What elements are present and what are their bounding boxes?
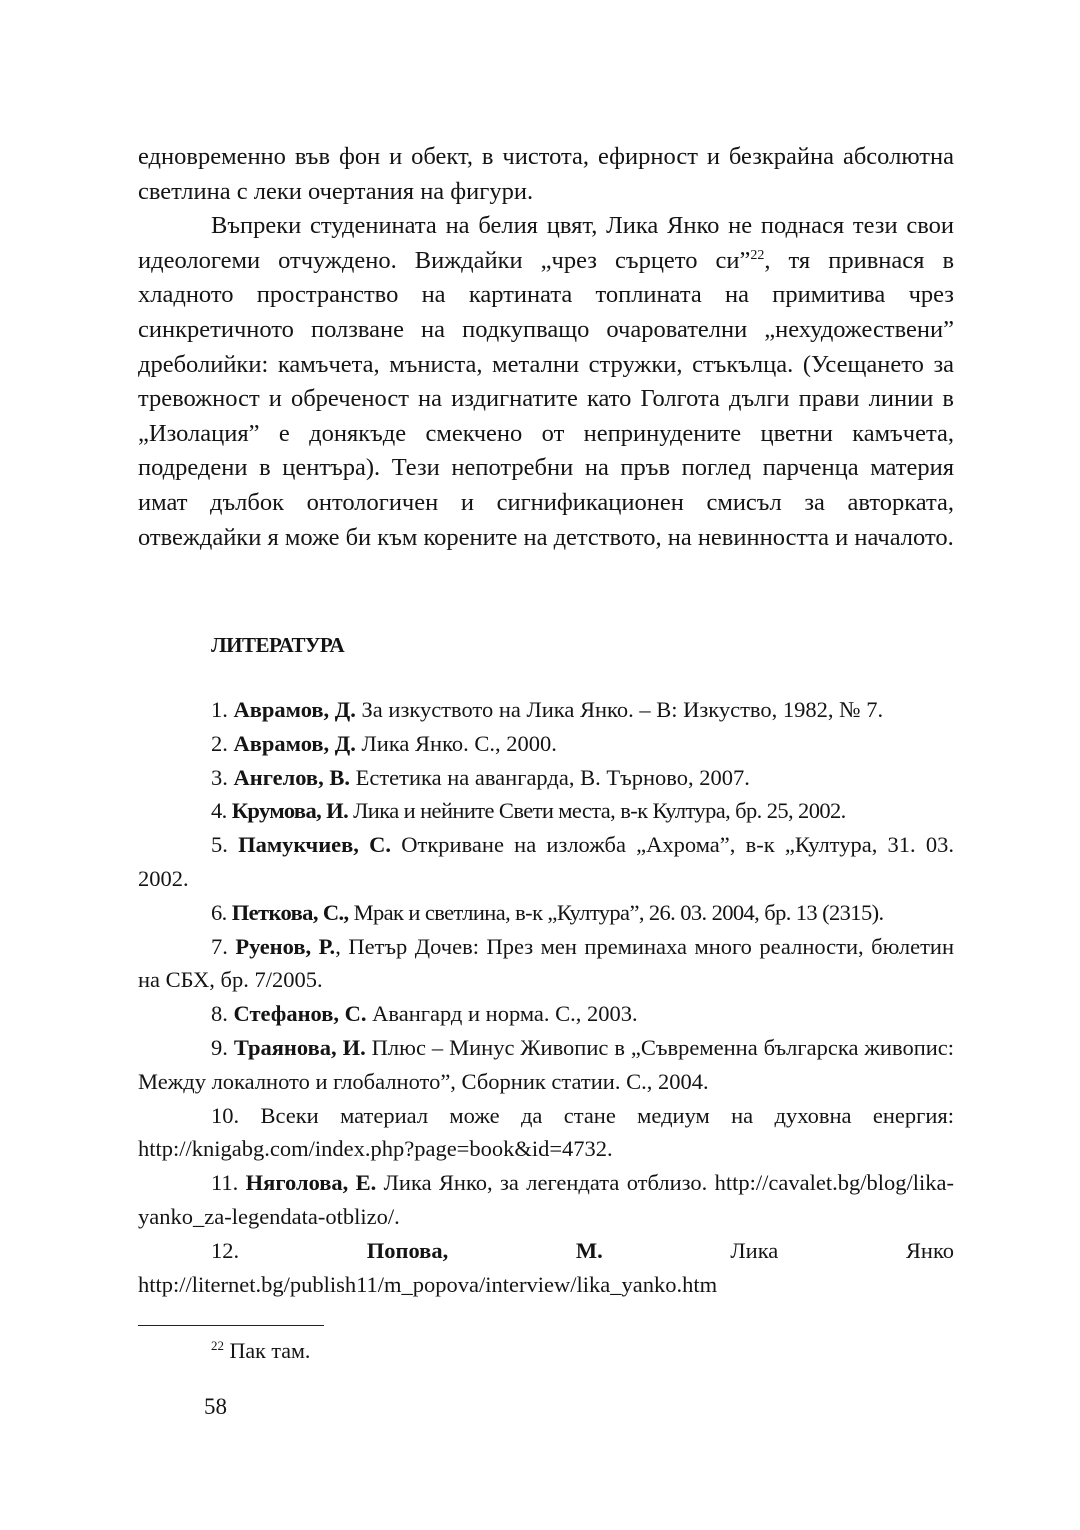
reference-author: Петкова, С., xyxy=(231,899,349,925)
paragraph-2-text-start: Въпреки студенината на белия цвят, Лика Янко не поднася тези свои идеологеми отчуждено. Виждайки „чрез сърцето си” xyxy=(138,212,954,274)
reference-author: Аврамов, Д. xyxy=(233,697,356,722)
reference-number: 2. xyxy=(211,730,228,756)
reference-text: Лика Янко. С., 2000. xyxy=(361,730,557,756)
footnote-text: Пак там. xyxy=(229,1338,311,1363)
reference-number: 12. xyxy=(211,1237,240,1263)
reference-text: Откриване на изложба „Ахрома”, в-к „Култура, 31. 03. 2002. xyxy=(138,832,955,891)
reference-list xyxy=(138,693,954,1301)
page-number: 58 xyxy=(204,1394,227,1419)
reference-author: Ангелов, В. xyxy=(233,764,350,790)
reference-author: Руенов, Р. xyxy=(235,933,336,959)
reference-number: 7. xyxy=(211,933,228,959)
reference-author: Памукчиев, С. xyxy=(238,832,392,858)
reference-author: Попова, М. xyxy=(366,1237,603,1263)
reference-author: Аврамов, Д. xyxy=(233,730,356,756)
reference-text[interactable]: Всеки материал може да стане медиум на духовна енергия: http://knigabg.com/index.php?page=book&id=4732. xyxy=(138,1102,954,1162)
reference-number: 1. xyxy=(211,697,228,722)
reference-number: 4. xyxy=(211,798,227,824)
reference-item xyxy=(138,896,954,930)
reference-number: 9. xyxy=(211,1034,228,1060)
reference-item xyxy=(138,727,954,761)
reference-number: 10. xyxy=(211,1102,240,1128)
reference-text: Авангард и норма. С., 2003. xyxy=(372,1001,638,1027)
reference-text: Мрак и светлина, в-к „Култура”, 26. 03. 2004, бр. 13 (2315). xyxy=(353,899,884,925)
reference-text: Плюс – Минус Живопис в „Съвременна българска живопис: Между локалното и глобалното”, Сборник статии. С., 2004. xyxy=(138,1034,955,1094)
footnote-reference[interactable]: 22 xyxy=(750,247,765,263)
reference-item xyxy=(138,997,954,1031)
reference-text: Естетика на авангарда, В. Търново, 2007. xyxy=(355,764,750,790)
reference-text: , Петър Дочев: През мен преминаха много реалности, бюлетин на СБХ, бр. 7/2005. xyxy=(138,933,955,993)
paragraph-2-text-end: , тя привнася в хладното пространство на картината топлината на примитива чрез синкретичното ползване на подкупващо очарователни „нехудожествени” дреболийки: камъчета, мъниста, метални стружки, стъкълца. (Усещането за тревожност и обреченост на издигнатите като Голгота дълги прави линии в „Изолация” е донякъде смекчено от непринудените цветни камъчета, подредени в центъра). Тези непотребни на пръв поглед парченца материя имат дълбок онтологичен и сигнификационен смисъл за авторката, отвеждайки я може би към корените на детството, на невинността и началото. xyxy=(138,246,955,551)
reference-author: Траянова, И. xyxy=(233,1034,366,1060)
reference-number: 3. xyxy=(211,764,228,790)
footnote xyxy=(211,1336,310,1366)
reference-text: Лика и нейните Свети места, в-к Култура, бр. 25, 2002. xyxy=(353,798,846,824)
literature-heading: ЛИТЕРАТУРА xyxy=(211,633,345,657)
footnote-number: 22 xyxy=(211,1338,224,1353)
reference-item xyxy=(138,828,954,896)
reference-item xyxy=(138,693,954,727)
footnote-separator xyxy=(138,1325,324,1326)
reference-item xyxy=(138,761,954,795)
reference-number: 5. xyxy=(211,832,228,858)
reference-number: 8. xyxy=(211,1001,228,1027)
reference-text[interactable]: Лика Янко, за легендата отблизо. http://cavalet.bg/blog/lika-yanko_za-legendata-otblizo/. xyxy=(138,1170,954,1229)
reference-item xyxy=(138,794,954,828)
reference-item xyxy=(138,1234,954,1302)
reference-author: Крумова, И. xyxy=(231,798,349,824)
reference-item xyxy=(138,1166,954,1234)
reference-item xyxy=(138,930,954,998)
reference-item xyxy=(138,1099,954,1167)
paragraph-1: едновременно във фон и обект, в чистота, ефирност и безкрайна абсолютна светлина с леки очертания на фигури. xyxy=(138,143,954,205)
paragraph-2 xyxy=(138,209,954,555)
reference-text: За изкуството на Лика Янко. – В: Изкуство, 1982, № 7. xyxy=(361,697,884,722)
reference-author: Няголова, Е. xyxy=(245,1170,377,1196)
main-text xyxy=(138,140,954,555)
reference-number: 6. xyxy=(211,899,227,925)
reference-text[interactable]: Лика Янко http://liternet.bg/publish11/m_popova/interview/lika_yanko.htm xyxy=(138,1237,955,1297)
reference-author: Стефанов, С. xyxy=(233,1001,367,1027)
reference-item xyxy=(138,1031,954,1099)
reference-number: 11. xyxy=(211,1170,239,1196)
